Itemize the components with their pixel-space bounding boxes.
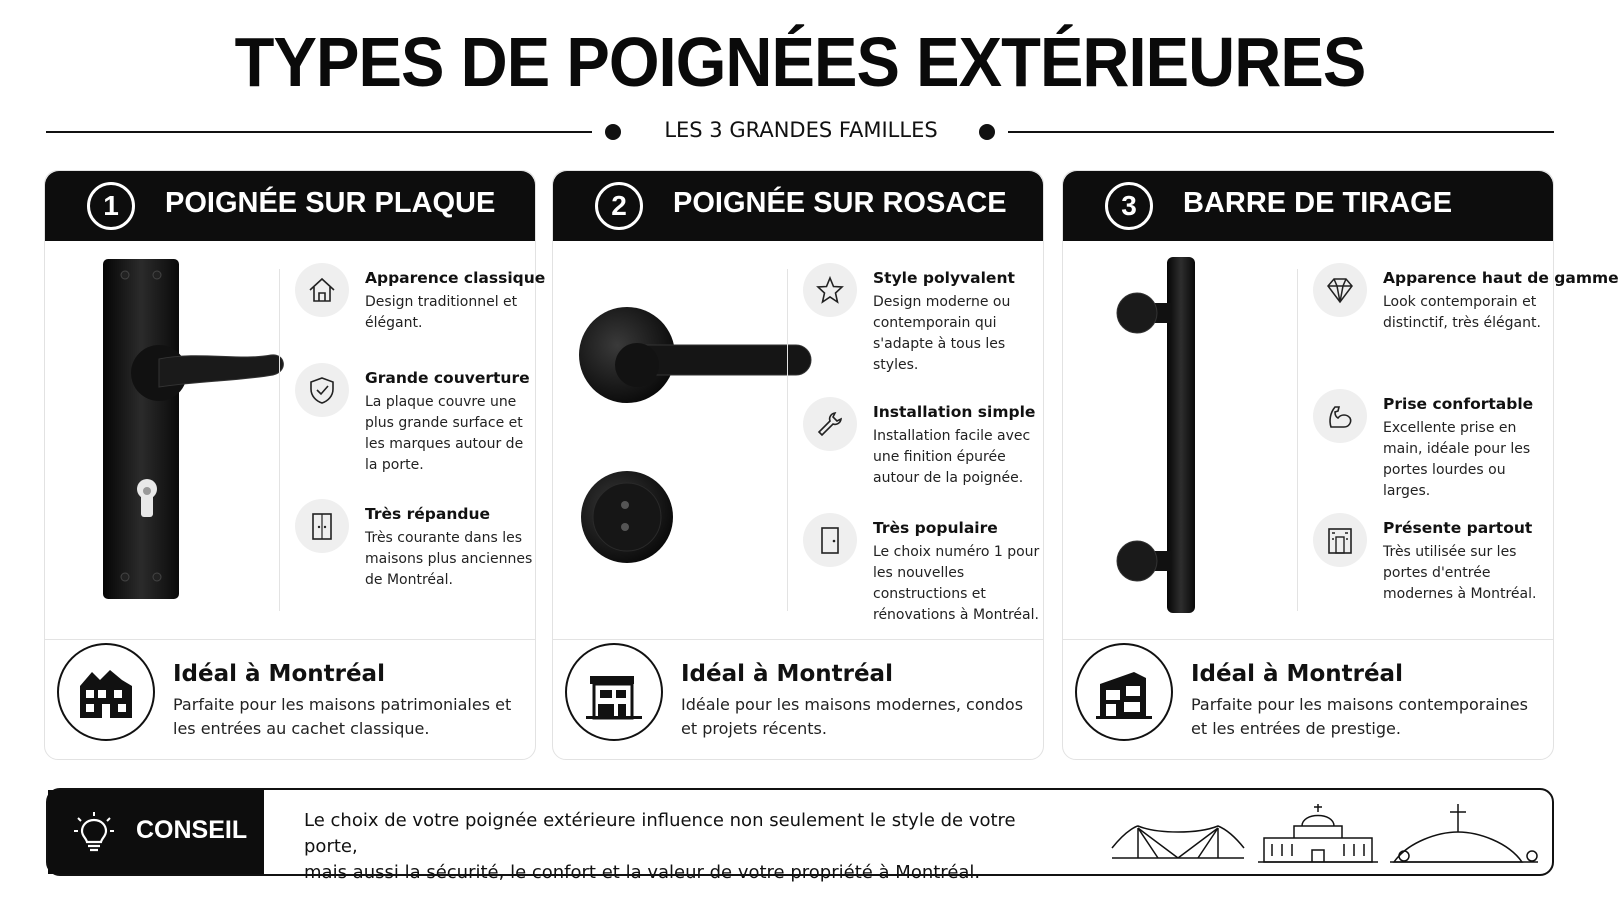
- card-title: POIGNÉE SUR ROSACE: [673, 187, 1007, 219]
- mount-royal-cross-icon: [1390, 804, 1538, 862]
- house-icon: [295, 263, 349, 317]
- card-header: [1063, 171, 1553, 241]
- card-number: 3: [1105, 182, 1153, 230]
- feature-title: Très populaire: [873, 519, 998, 537]
- divider-line-right: [1008, 131, 1554, 133]
- feature-desc: Look contemporain et distinctif, très élégant.: [1383, 294, 1541, 331]
- door-icon: [295, 499, 349, 553]
- heritage-house-icon: [57, 643, 155, 741]
- feature-desc: Design moderne ou contemporain qui s'adapte à tous les styles.: [873, 294, 1011, 373]
- contemporary-house-icon: [1075, 643, 1173, 741]
- arm-icon: [1313, 389, 1367, 443]
- divider-line-left: [46, 131, 592, 133]
- feature-title: Prise confortable: [1383, 395, 1534, 413]
- tip-text-line: Le choix de votre poignée extérieure influence non seulement le style de votre porte,: [304, 810, 1016, 857]
- modern-house-icon: [565, 643, 663, 741]
- feature-title: Apparence classique: [365, 269, 546, 287]
- rosette-handle-image: [567, 255, 817, 625]
- ideal-desc: Parfaite pour les maisons contemporaines et les entrées de prestige.: [1191, 695, 1528, 738]
- card-title: BARRE DE TIRAGE: [1183, 187, 1453, 219]
- card-pull-bar: [1062, 170, 1619, 760]
- card-number: 1: [87, 182, 135, 230]
- subtitle-row: [46, 117, 1554, 147]
- wrench-icon: [803, 397, 857, 451]
- feature-title: Présente partout: [1383, 519, 1533, 537]
- vertical-separator: [787, 269, 788, 611]
- divider-dot-left: [605, 124, 621, 140]
- card-header: [553, 171, 1043, 241]
- page-subtitle: LES 3 GRANDES FAMILLES: [664, 118, 938, 142]
- card-rosette-handle: [552, 170, 1044, 760]
- feature-desc: Très utilisée sur les portes d'entrée modernes à Montréal.: [1383, 544, 1537, 602]
- vertical-separator: [1297, 269, 1298, 611]
- divider-dot-right: [979, 124, 995, 140]
- feature-title: Installation simple: [873, 403, 1036, 421]
- feature-title: Apparence haut de gamme: [1383, 269, 1619, 287]
- ideal-title: Idéal à Montréal: [1191, 661, 1403, 687]
- horizontal-separator: [553, 639, 1043, 640]
- diamond-icon: [1313, 263, 1367, 317]
- montreal-landmarks-illustration: [1108, 798, 1548, 870]
- lightbulb-icon: [72, 810, 116, 856]
- card-number: 2: [595, 182, 643, 230]
- ideal-title: Idéal à Montréal: [173, 661, 385, 687]
- tip-text-line: mais aussi la sécurité, le confort et la valeur de votre propriété à Montréal.: [304, 862, 981, 883]
- page-title: TYPES DE POIGNÉES EXTÉRIEURES: [234, 23, 1366, 101]
- card-title: POIGNÉE SUR PLAQUE: [165, 187, 496, 219]
- vertical-separator: [279, 269, 280, 611]
- ideal-desc: Idéale pour les maisons modernes, condos et projets récents.: [681, 695, 1024, 738]
- feature-desc: Le choix numéro 1 pour les nouvelles constructions et rénovations à Montréal.: [873, 544, 1040, 623]
- card-header: [45, 171, 535, 241]
- door-icon: [803, 513, 857, 567]
- feature-title: Style polyvalent: [873, 269, 1015, 287]
- ideal-title: Idéal à Montréal: [681, 661, 893, 687]
- pull-bar-image: [1077, 255, 1327, 625]
- tip-banner-label-box: [48, 790, 264, 874]
- feature-desc: La plaque couvre une plus grande surface et les marques autour de la porte.: [365, 394, 524, 473]
- feature-title: Très répandue: [365, 505, 491, 523]
- bridge-icon: [1112, 826, 1244, 858]
- feature-desc: Design traditionnel et élégant.: [365, 294, 518, 331]
- tip-banner: [46, 788, 1554, 883]
- feature-desc: Installation facile avec une finition épurée autour de la poignée.: [873, 428, 1031, 486]
- oratory-icon: [1258, 804, 1378, 862]
- card-plate-handle: [44, 170, 546, 760]
- building-door-icon: [1313, 513, 1367, 567]
- feature-desc: Très courante dans les maisons plus anciennes de Montréal.: [365, 530, 533, 588]
- shield-icon: [295, 363, 349, 417]
- tip-text: [304, 808, 1064, 886]
- horizontal-separator: [45, 639, 535, 640]
- horizontal-separator: [1063, 639, 1553, 640]
- ideal-desc: Parfaite pour les maisons patrimoniales et les entrées au cachet classique.: [173, 695, 512, 738]
- feature-title: Grande couverture: [365, 369, 530, 387]
- feature-desc: Excellente prise en main, idéale pour les portes lourdes ou larges.: [1383, 420, 1531, 499]
- plate-handle-image: [59, 255, 309, 625]
- star-icon: [803, 263, 857, 317]
- tip-label: CONSEIL: [136, 816, 248, 844]
